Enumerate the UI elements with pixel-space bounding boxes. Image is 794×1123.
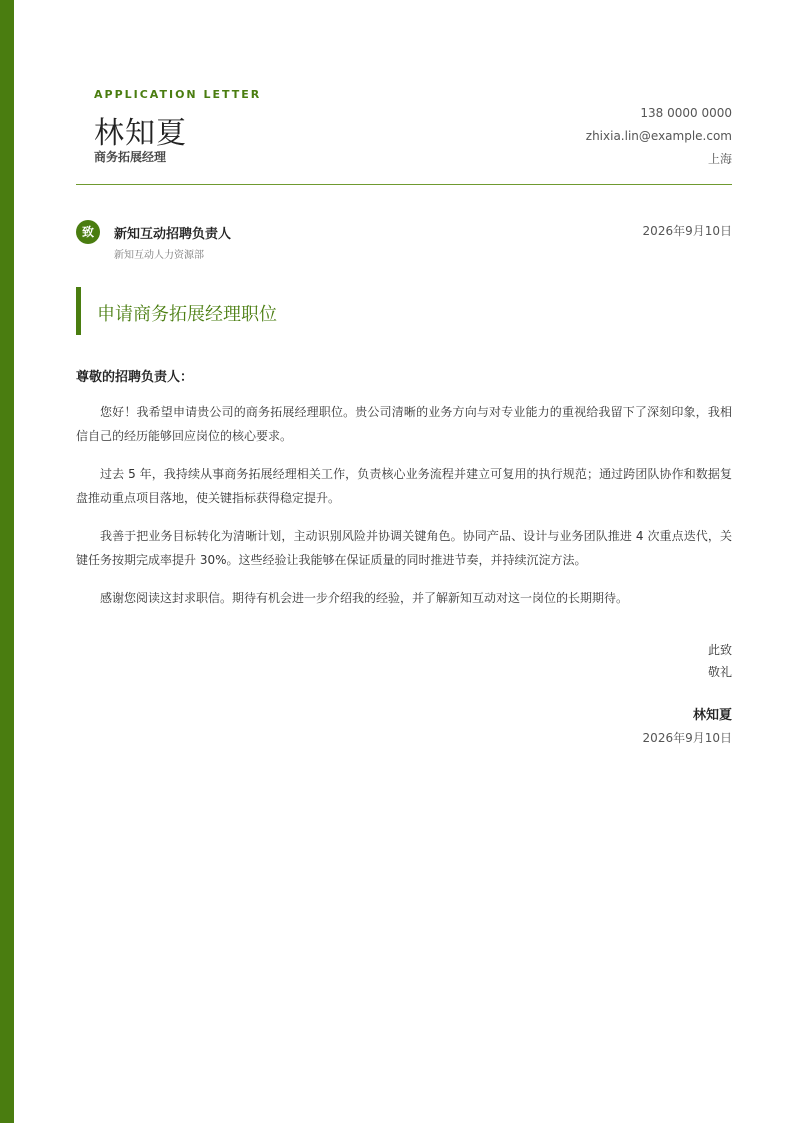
salutation: 尊敬的招聘负责人： — [76, 370, 194, 385]
subject-accent-bar — [76, 287, 81, 335]
applicant-position: 商务拓展经理 — [94, 150, 167, 164]
contact-info — [586, 102, 732, 171]
recipient-block — [76, 220, 732, 264]
letter-header — [76, 88, 732, 184]
body-paragraph: 感谢您阅读这封求职信。期待有机会进一步介绍我的经验，并了解新知互动对这一岗位的长期期待。 — [100, 591, 629, 605]
signature-date: 2026年9月10日 — [642, 731, 732, 745]
signature-name: 林知夏 — [692, 708, 732, 723]
letter-type-label: APPLICATION LETTER — [94, 88, 262, 101]
body-paragraph: 过去 5 年，我持续从事商务拓展经理相关工作，负责核心业务流程并建立可复用的执行规范；通过跨团队协作和数据复盘推动重点项目落地，使关键指标获得稳定提升。 — [76, 467, 732, 505]
header-divider — [76, 184, 732, 185]
closing-block — [708, 639, 732, 683]
contact-city: 上海 — [707, 152, 732, 166]
body-paragraph: 我善于把业务目标转化为清晰计划，主动识别风险并协调关键角色。协同产品、设计与业务团队推进 4 次重点迭代，关键任务按期完成率提升 30%。这些经验让我能够在保证质量的同时推进节奏，并持续沉淀方法。 — [76, 529, 732, 567]
recipient-badge: 致 — [76, 220, 100, 244]
closing-line-1: 此致 — [707, 643, 732, 657]
subject-block — [76, 287, 732, 335]
contact-phone: 138 0000 0000 — [640, 106, 732, 120]
body-paragraph: 您好！我希望申请贵公司的商务拓展经理职位。贵公司清晰的业务方向与对专业能力的重视给我留下了深刻印象，我相信自己的经历能够回应岗位的核心要求。 — [76, 405, 732, 443]
contact-email: zhixia.lin@example.com — [585, 129, 732, 143]
recipient-department: 新知互动人力资源部 — [114, 250, 204, 261]
letter-date: 2026年9月10日 — [642, 224, 732, 238]
recipient-name: 新知互动招聘负责人 — [114, 227, 232, 242]
subject-title: 申请商务拓展经理职位 — [97, 304, 277, 325]
left-accent-bar — [0, 0, 14, 1123]
applicant-name: 林知夏 — [94, 116, 187, 151]
closing-line-2: 敬礼 — [707, 665, 732, 679]
